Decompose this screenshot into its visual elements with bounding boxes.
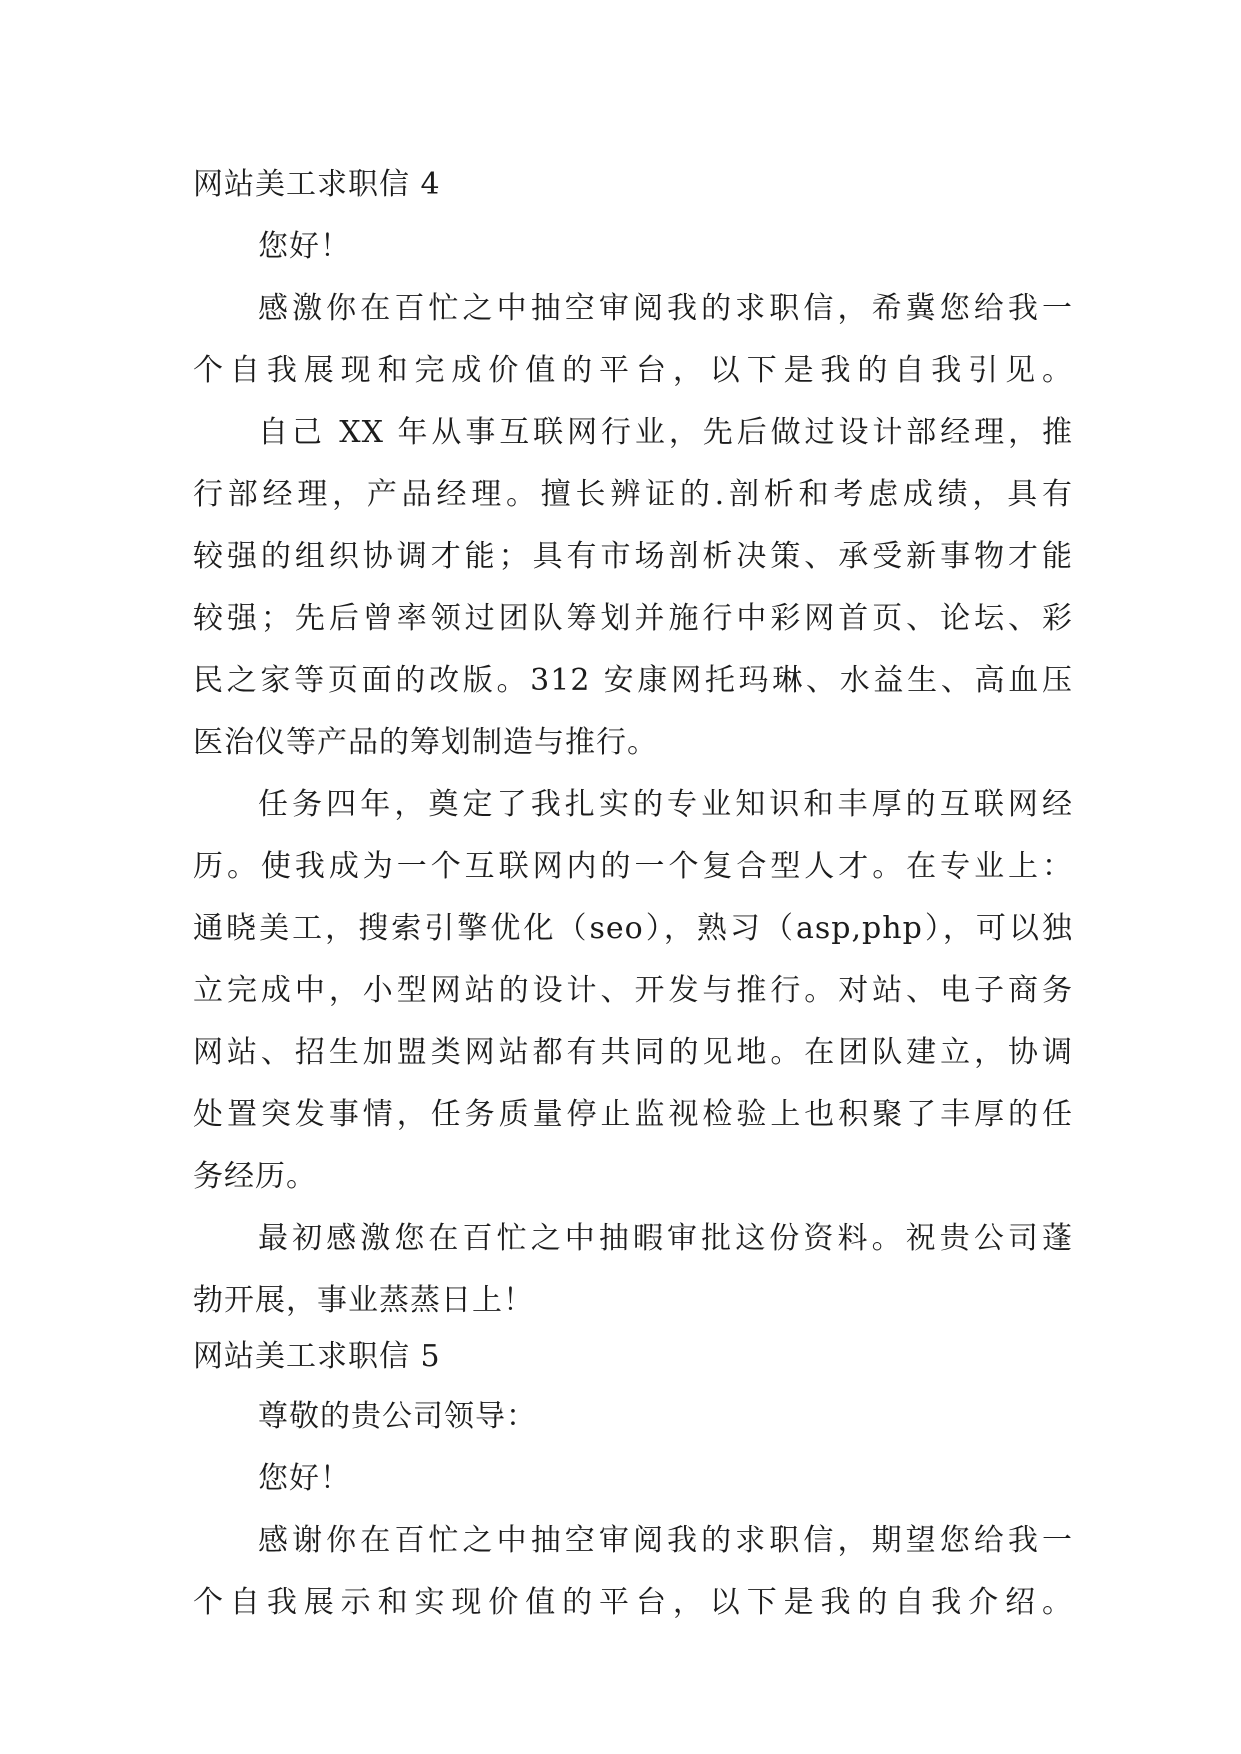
letter4-p2-line: 民之家等页面的改版。312 安康网托玛琳、水益生、高血压: [193, 663, 1073, 698]
letter5-p1-line: 感谢你在百忙之中抽空审阅我的求职信，期望您给我一: [258, 1523, 1073, 1558]
letter4-p4-line: 勃开展，事业蒸蒸日上！: [193, 1283, 534, 1318]
letter4-p2-line: 行部经理，产品经理。擅长辨证的.剖析和考虑成绩，具有: [193, 477, 1073, 512]
letter4-p3-line: 任务四年，奠定了我扎实的专业知识和丰厚的互联网经: [258, 787, 1073, 822]
letter4-p3-line: 立完成中，小型网站的设计、开发与推行。对站、电子商务: [193, 973, 1073, 1008]
letter4-p2-line: 自己 XX 年从事互联网行业，先后做过设计部经理，推: [258, 415, 1073, 450]
letter4-p3-line: 历。使我成为一个互联网内的一个复合型人才。在专业上：: [193, 849, 1073, 884]
letter4-greeting: 您好！: [258, 229, 351, 264]
letter4-p2-line: 医治仪等产品的筹划制造与推行。: [193, 725, 658, 760]
letter4-p1-line: 感激你在百忙之中抽空审阅我的求职信，希冀您给我一: [258, 291, 1073, 326]
letter4-p3-line: 处置突发事情，任务质量停止监视检验上也积聚了丰厚的任: [193, 1097, 1073, 1132]
letter4-p3-line: 通晓美工，搜索引擎优化（seo），熟习（asp,php），可以独: [193, 911, 1073, 946]
letter5-p1-line: 个自我展示和实现价值的平台，以下是我的自我介绍。: [193, 1585, 1073, 1620]
letter4-p3-line: 务经历。: [193, 1159, 317, 1194]
letter4-title: 网站美工求职信 4: [193, 167, 441, 202]
letter5-greeting: 您好！: [258, 1461, 351, 1496]
letter4-p3-line: 网站、招生加盟类网站都有共同的见地。在团队建立，协调: [193, 1035, 1073, 1070]
letter4-p1-line: 个自我展现和完成价值的平台，以下是我的自我引见。: [193, 353, 1073, 388]
letter5-salutation: 尊敬的贵公司领导：: [258, 1399, 537, 1434]
letter4-p4-line: 最初感激您在百忙之中抽暇审批这份资料。祝贵公司蓬: [258, 1221, 1073, 1256]
letter5-title: 网站美工求职信 5: [193, 1339, 441, 1374]
letter4-p2-line: 较强；先后曾率领过团队筹划并施行中彩网首页、论坛、彩: [193, 601, 1073, 636]
letter4-p2-line: 较强的组织协调才能；具有市场剖析决策、承受新事物才能: [193, 539, 1073, 574]
